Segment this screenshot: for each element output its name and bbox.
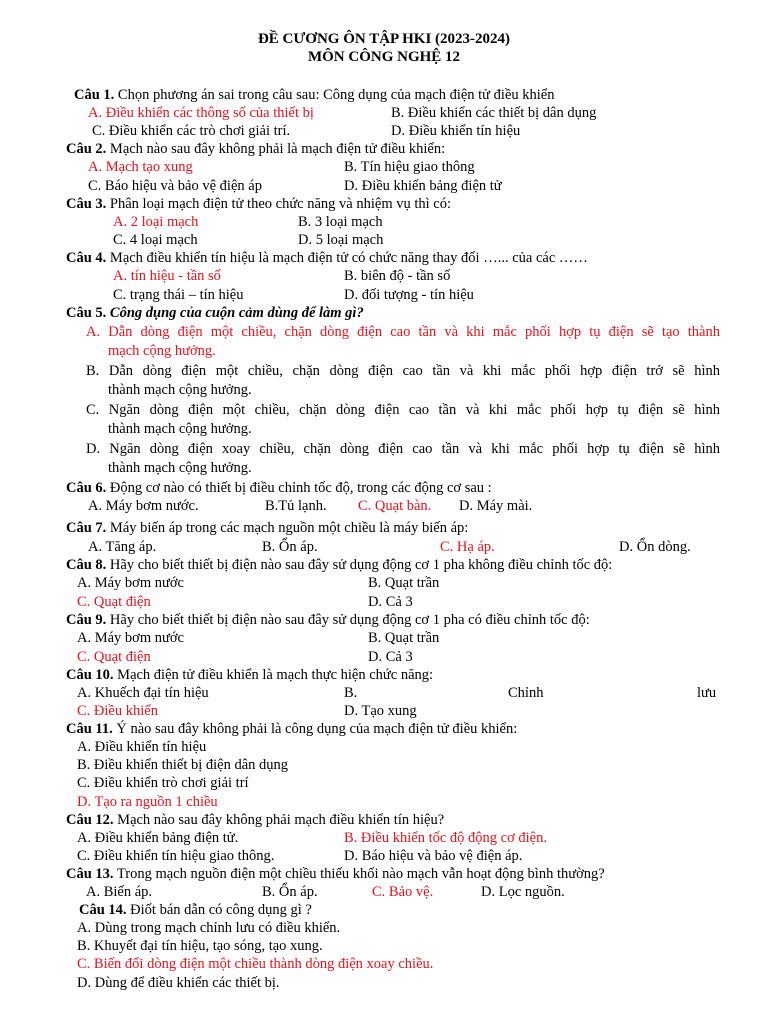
q5-option-b-line1: B. Dẫn dòng điện một chiều, chặn dòng điện cao tần và khi mắc phối hợp điện trở sẽ hình [86, 363, 720, 379]
q8-option-b: B. Quạt trần [368, 575, 440, 591]
q13-option-b: B. Ổn áp. [262, 884, 318, 900]
q4-option-c: C. trạng thái – tín hiệu [113, 287, 244, 303]
q8-option-d: D. Cả 3 [368, 594, 413, 610]
q6-option-a: A. Máy bơm nước. [88, 498, 199, 514]
q2-option-a: A. Mạch tạo xung [88, 159, 193, 175]
question-12: Câu 12. Mạch nào sau đây không phải mạch điều khiển tín hiệu? [66, 812, 445, 828]
q7-option-c: C. Hạ áp. [440, 539, 495, 555]
q10-option-d: D. Tạo xung [344, 703, 417, 719]
question-9: Câu 9. Hãy cho biết thiết bị điện nào sau đây sử dụng động cơ 1 pha có điều chỉnh tốc độ: [66, 612, 590, 628]
question-4: Câu 4. Mạch điều khiển tín hiệu là mạch điện tử có chức năng thay đổi …... của các …… [66, 250, 588, 266]
q14-option-a: A. Dùng trong mạch chỉnh lưu có điều khiển. [77, 920, 341, 936]
question-2: Câu 2. Mạch nào sau đây không phải là mạch điện tử điều khiển: [66, 141, 446, 157]
q5-option-c-line2: thành mạch cộng hưởng. [108, 421, 252, 437]
q3-option-d: D. 5 loại mạch [298, 232, 384, 248]
q6-option-d: D. Máy mài. [459, 498, 533, 514]
q4-option-a: A. tín hiệu - tần số [113, 268, 221, 284]
q13-option-d: D. Lọc nguồn. [481, 884, 565, 900]
q5-option-d-line2: thành mạch cộng hưởng. [108, 460, 252, 476]
q11-option-d: D. Tạo ra nguồn 1 chiều [77, 794, 218, 810]
q7-option-d: D. Ổn dòng. [619, 539, 691, 555]
q11-option-c: C. Điều khiển trò chơi giải trí [77, 775, 249, 791]
question-5: Câu 5. Công dụng của cuộn cảm dùng để làm gì? [66, 305, 364, 321]
q13-option-c: C. Bảo vệ. [372, 884, 434, 900]
q8-option-c: C. Quạt điện [77, 594, 151, 610]
q1-option-b: B. Điều khiển các thiết bị dân dụng [391, 105, 597, 121]
q9-option-a: A. Máy bơm nước [77, 630, 184, 646]
q5-option-d-line1: D. Ngăn dòng điện xoay chiều, chặn dòng điện cao tần và khi mắc phối hợp tụ điện sẽ hình [86, 441, 720, 457]
q7-option-a: A. Tăng áp. [88, 539, 157, 555]
q7-option-b: B. Ổn áp. [262, 539, 318, 555]
q2-option-d: D. Điều khiển bảng điện tử [344, 178, 502, 194]
q10-option-b-word1: Chỉnh [508, 685, 544, 701]
q13-option-a: A. Biến áp. [86, 884, 153, 900]
q10-option-c: C. Điều khiển [77, 703, 158, 719]
question-6: Câu 6. Động cơ nào có thiết bị điều chỉnh tốc độ, trong các động cơ sau : [66, 480, 492, 496]
question-14: Câu 14. Điốt bán dẫn có công dụng gì ? [79, 902, 312, 918]
q14-option-b: B. Khuyết đại tín hiệu, tạo sóng, tạo xung. [77, 938, 323, 954]
q5-option-b-line2: thành mạch cộng hưởng. [108, 382, 252, 398]
question-3: Câu 3. Phân loại mạch điện tử theo chức năng và nhiệm vụ thì có: [66, 196, 451, 212]
q3-option-b: B. 3 loại mạch [298, 214, 383, 230]
q14-option-c: C. Biến đổi dòng điện một chiều thành dòng điện xoay chiều. [77, 956, 434, 972]
q4-option-b: B. biên độ - tần số [344, 268, 451, 284]
q1-option-a: A. Điều khiển các thông số của thiết bị [88, 105, 314, 121]
q12-option-b: B. Điều khiển tốc độ động cơ điện. [344, 830, 547, 846]
question-11: Câu 11. Ý nào sau đây không phải là công dụng của mạch điện tử điều khiển: [66, 721, 518, 737]
q12-option-c: C. Điều khiển tín hiệu giao thông. [77, 848, 275, 864]
question-13: Câu 13. Trong mạch nguồn điện một chiều thiếu khối nào mạch vẫn hoạt động bình thường? [66, 866, 605, 882]
document-subtitle: MÔN CÔNG NGHỆ 12 [307, 49, 461, 65]
q8-option-a: A. Máy bơm nước [77, 575, 184, 591]
q1-option-c: C. Điều khiển các trò chơi giải trí. [92, 123, 291, 139]
q11-option-a: A. Điều khiển tín hiệu [77, 739, 207, 755]
q10-option-b: B. [344, 685, 358, 701]
q5-option-c-line1: C. Ngăn dòng điện một chiều, chặn dòng điện cao tần và khi mắc phối hợp tụ điện sẽ hình [86, 402, 720, 418]
q12-option-d: D. Báo hiệu và bảo vệ điện áp. [344, 848, 523, 864]
document-title: ĐỀ CƯƠNG ÔN TẬP HKI (2023-2024) [257, 31, 511, 47]
question-7: Câu 7. Máy biến áp trong các mạch nguồn một chiều là máy biến áp: [66, 520, 469, 536]
q4-option-d: D. đối tượng - tín hiệu [344, 287, 474, 303]
q5-option-a-line2: mạch cộng hưởng. [108, 343, 216, 359]
q9-option-c: C. Quạt điện [77, 649, 151, 665]
q14-option-d: D. Dùng để điều khiển các thiết bị. [77, 975, 280, 991]
q5-option-a-line1: A. Dẫn dòng điện một chiều, chặn dòng điện cao tần và khi mắc phối hợp tụ điện sẽ tạo thành [86, 324, 720, 340]
q3-option-c: C. 4 loại mạch [113, 232, 198, 248]
q6-option-c: C. Quạt bàn. [358, 498, 432, 514]
question-8: Câu 8. Hãy cho biết thiết bị điện nào sau đây sử dụng động cơ 1 pha không điều chỉnh tốc độ: [66, 557, 613, 573]
question-1: Câu 1. Chọn phương án sai trong câu sau: Công dụng của mạch điện tử điều khiển [74, 87, 555, 103]
q9-option-b: B. Quạt trần [368, 630, 440, 646]
q9-option-d: D. Cả 3 [368, 649, 413, 665]
q10-option-a: A. Khuếch đại tín hiệu [77, 685, 209, 701]
q10-option-b-word2: lưu [697, 685, 717, 701]
q2-option-c: C. Báo hiệu và bảo vệ điện áp [88, 178, 262, 194]
question-10: Câu 10. Mạch điện tử điều khiển là mạch thực hiện chức năng: [66, 667, 434, 683]
q1-option-d: D. Điều khiển tín hiệu [391, 123, 521, 139]
q2-option-b: B. Tín hiệu giao thông [344, 159, 475, 175]
q12-option-a: A. Điều khiển bảng điện tử. [77, 830, 239, 846]
q3-option-a: A. 2 loại mạch [113, 214, 199, 230]
q11-option-b: B. Điều khiển thiết bị điện dân dụng [77, 757, 289, 773]
q6-option-b: B.Tủ lạnh. [265, 498, 327, 514]
